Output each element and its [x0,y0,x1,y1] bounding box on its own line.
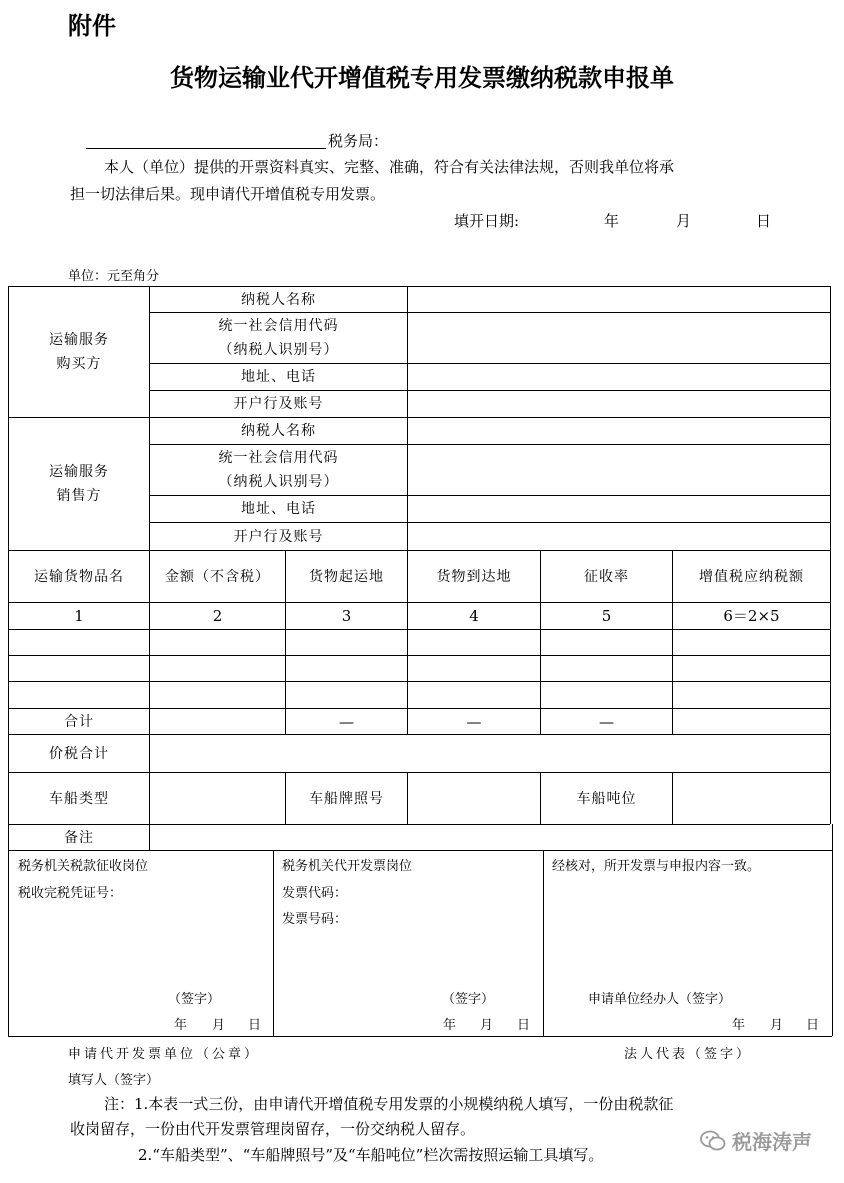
seller-credit-code-label-line-1: 统一社会信用代码 [218,450,339,466]
note-line-2: 收岗留存，一份由代开发票管理岗留存，一份交纳税人留存。 [70,1120,476,1138]
seller-credit-code-field[interactable] [408,445,830,495]
buyer-address-field[interactable] [408,364,830,390]
seller-group-label-line-2: 销售方 [56,488,102,504]
goods-row[interactable] [9,656,830,681]
remarks-field[interactable] [150,825,832,850]
vehicle-type-field[interactable] [150,773,285,824]
seller-address-label: 地址、电话 [241,501,316,517]
invoice-section-title: 税务机关代开发票岗位 [282,859,413,874]
tax-section-title: 税务机关税款征收岗位 [18,859,149,874]
seller-credit-code-label [150,445,407,495]
note-line-3: 2.“车船类型”、“车船牌照号”及“车船吨位”栏次需按照运输工具填写。 [138,1146,604,1164]
fill-date-label: 填开日期: [454,212,520,230]
watermark [700,1126,812,1155]
verification-text: 经核对，所开发票与申报内容一致。 [552,859,761,874]
price-tax-total-label: 价税合计 [49,745,109,762]
column-number-2: 2 [212,607,223,625]
column-number-6: 6＝2×5 [723,607,780,625]
buyer-credit-code-field[interactable] [408,313,830,363]
column-header-origin: 货物起运地 [309,568,384,585]
column-header-rate: 征收率 [584,568,629,585]
total-destination-dash: — [466,712,482,731]
filler-label: 填写人（签字） [68,1073,160,1088]
wechat-icon [700,1130,726,1152]
column-number-3: 3 [341,607,352,625]
buyer-group-label-line-1: 运输服务 [49,332,109,348]
tax-section-day: 日 [248,1018,262,1033]
column-number-1: 1 [74,607,84,625]
fill-date-month: 月 [676,212,692,230]
buyer-group-label [9,287,149,417]
total-label: 合计 [64,713,94,730]
vehicle-tonnage-field[interactable] [673,773,830,824]
verify-section-month: 月 [770,1018,784,1033]
invoice-code-label: 发票代码： [282,886,348,901]
buyer-name-field[interactable] [408,287,830,312]
tax-section-sign: （签字） [168,992,221,1007]
unit-note: 单位：元至角分 [68,269,160,284]
seller-group-label-line-1: 运输服务 [49,464,109,480]
invoice-section-year: 年 [443,1018,457,1033]
agent-sign-label: 申请单位经办人（签字） [588,992,732,1007]
seller-name-label: 纳税人名称 [241,423,316,439]
note-line-1: 注：1.本表一式三份，由申请代开增值税专用发票的小规模纳税人填写，一份由税款征 [104,1095,674,1113]
declaration-line-2: 担一切法律后果。现申请代开增值税专用发票。 [70,185,386,203]
remarks-label: 备注 [64,829,94,846]
invoice-number-label: 发票号码： [282,912,348,927]
tax-voucher-label: 税收完税凭证号： [18,886,123,901]
legal-rep-label: 法人代表（签字） [624,1047,753,1062]
column-header-amount: 金额（不含税） [165,568,270,585]
attachment-label: 附件 [68,12,116,40]
watermark-text: 税海涛声 [732,1130,812,1154]
applicant-seal-label: 申请代开发票单位（公章） [68,1047,261,1062]
buyer-bank-field[interactable] [408,391,830,417]
tax-bureau-blank[interactable] [86,148,326,149]
tax-bureau-suffix: 税务局： [328,132,389,150]
seller-group-label [9,418,149,550]
seller-name-field[interactable] [408,418,830,444]
column-header-vat-payable: 增值税应纳税额 [699,568,804,585]
buyer-credit-code-label [150,313,407,363]
buyer-name-label: 纳税人名称 [241,291,316,308]
verify-section-day: 日 [806,1018,820,1033]
tax-section-year: 年 [174,1018,188,1033]
column-header-goods-name: 运输货物品名 [34,568,124,585]
invoice-section-day: 日 [517,1018,531,1033]
column-number-5: 5 [601,607,612,625]
vehicle-plate-label: 车船牌照号 [309,790,384,807]
fill-date-day: 日 [756,212,772,230]
buyer-credit-code-label-line-2: （纳税人识别号） [218,342,339,358]
buyer-credit-code-label-line-1: 统一社会信用代码 [218,318,339,334]
verify-section-year: 年 [732,1018,746,1033]
total-rate-dash: — [599,712,614,731]
buyer-group-label-line-2: 购买方 [56,356,102,372]
seller-credit-code-label-line-2: （纳税人识别号） [218,474,339,490]
invoice-section-month: 月 [480,1018,494,1033]
buyer-address-label: 地址、电话 [241,369,316,385]
invoice-section-sign: （签字） [442,992,495,1007]
vehicle-plate-field[interactable] [408,773,540,824]
vehicle-type-label: 车船类型 [49,790,109,807]
column-header-destination: 货物到达地 [436,568,512,585]
total-origin-dash: — [339,712,354,731]
seller-address-field[interactable] [408,496,830,522]
seller-bank-label: 开户行及账号 [233,528,324,545]
goods-row[interactable] [9,682,830,708]
fill-date-year: 年 [604,212,620,230]
column-number-4: 4 [469,607,479,625]
tax-section-month: 月 [212,1018,226,1033]
buyer-bank-label: 开户行及账号 [233,396,324,412]
goods-row[interactable] [9,630,830,655]
seller-bank-field[interactable] [408,523,830,550]
price-tax-total-field[interactable] [150,735,830,772]
declaration-line-1: 本人（单位）提供的开票资料真实、完整、准确，符合有关法律法规，否则我单位将承 [104,158,675,176]
form-title: 货物运输业代开增值税专用发票缴纳税款申报单 [170,64,674,92]
vehicle-tonnage-label: 车船吨位 [576,790,637,807]
